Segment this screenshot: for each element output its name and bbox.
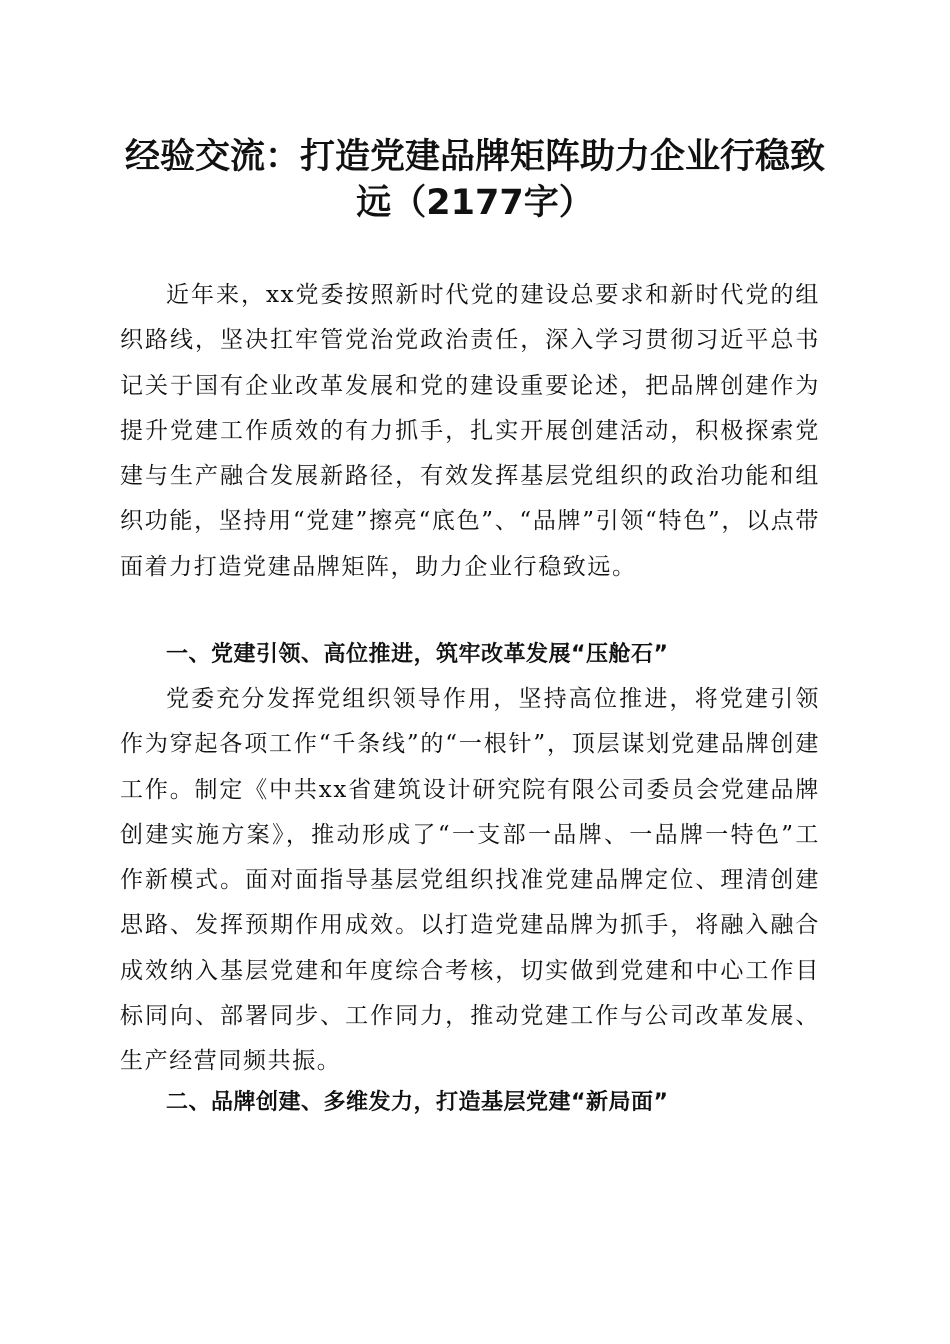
section-2 [120, 1080, 820, 1125]
section-1-paragraph: 党委充分发挥党组织领导作用，坚持高位推进，将党建引领作为穿起各项工作“千条线”的“一根针”，顶层谋划党建品牌创建工作。制定《中共xx省建筑设计研究院有限公司委员会党建品牌创建实施方案》，推动形成了“一支部一品牌、一品牌一特色”工作新模式。面对面指导基层党组织找准党建品牌定位、理清创建思路、发挥预期作用成效。以打造党建品牌为抓手，将融入融合成效纳入基层党建和年度综合考核，切实做到党建和中心工作目标同向、部署同步、工作同力，推动党建工作与公司改革发展、生产经营同频共振。 [120, 686, 820, 1075]
section-1-heading: 一、党建引领、高位推进，筑牢改革发展“压舱石” [166, 642, 669, 667]
section-1 [120, 632, 820, 1085]
intro-paragraph: 近年来，xx党委按照新时代党的建设总要求和新时代党的组织路线，坚决扛牢管党治党政治责任，深入学习贯彻习近平总书记关于国有企业改革发展和党的建设重要论述，把品牌创建作为提升党建工作质效的有力抓手，扎实开展创建活动，积极探索党建与生产融合发展新路径，有效发挥基层党组织的政治功能和组织功能，坚持用“党建”擦亮“底色”、“品牌”引领“特色”，以点带面着力打造党建品牌矩阵，助力企业行稳致远。 [120, 282, 820, 580]
section-2-heading: 二、品牌创建、多维发力，打造基层党建“新局面” [166, 1090, 669, 1115]
title-line-1: 经验交流：打造党建品牌矩阵助力企业行稳致 [124, 137, 825, 177]
document-title [110, 134, 840, 226]
intro-block [120, 273, 820, 590]
title-line-2: 远（2177字） [356, 183, 594, 223]
